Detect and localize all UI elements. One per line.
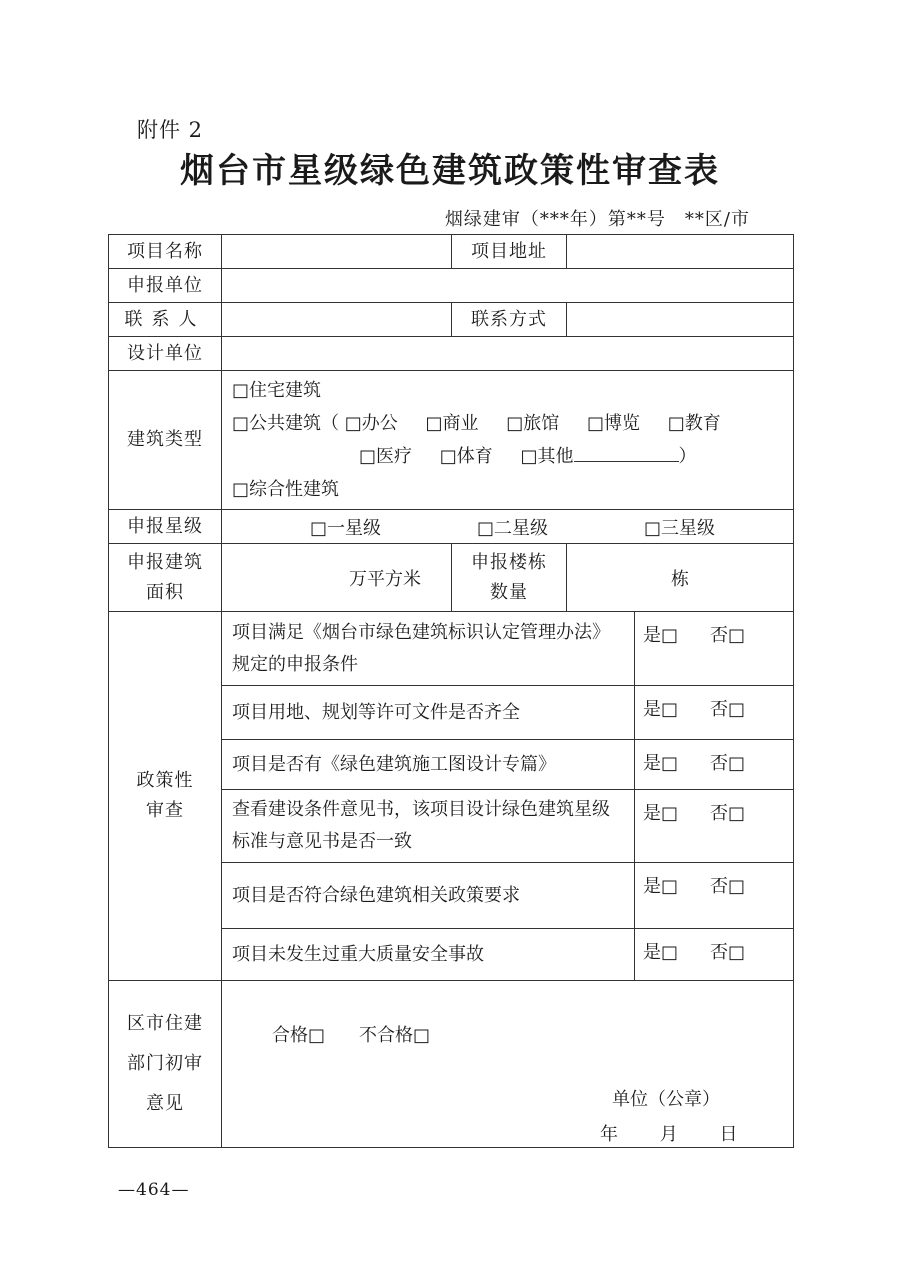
no-checkbox[interactable]: 否□ bbox=[710, 625, 746, 646]
opinion-field bbox=[222, 981, 794, 1148]
mixed-use-checkbox[interactable]: □综合性建筑 bbox=[232, 479, 340, 500]
exhibition-checkbox[interactable]: □博览 bbox=[587, 413, 641, 434]
yes-checkbox[interactable]: 是□ bbox=[643, 803, 679, 824]
other-checkbox[interactable]: □其他 bbox=[520, 446, 574, 467]
star-level-options bbox=[222, 510, 794, 544]
public-checkbox[interactable]: □公共建筑（ bbox=[232, 413, 340, 434]
opinion-label-line1: 区市住建 bbox=[127, 1013, 203, 1034]
no-checkbox[interactable]: 否□ bbox=[710, 699, 746, 720]
area-label-line2: 面积 bbox=[146, 581, 184, 603]
contact-field[interactable] bbox=[222, 303, 452, 337]
policy-item-text: 项目满足《烟台市绿色建筑标识认定管理办法》规定的申报条件 bbox=[222, 612, 635, 686]
yes-checkbox[interactable]: 是□ bbox=[643, 699, 679, 720]
policy-review-label-line1: 政策性 bbox=[136, 770, 194, 791]
project-name-label: 项目名称 bbox=[109, 235, 222, 269]
policy-review-label-line2: 审查 bbox=[146, 800, 184, 821]
row-opinion bbox=[109, 981, 794, 1148]
design-unit-label: 设计单位 bbox=[109, 337, 222, 371]
project-address-field[interactable] bbox=[567, 235, 794, 269]
policy-item-choice bbox=[635, 929, 794, 981]
page-number: —464— bbox=[118, 1180, 190, 1200]
policy-review-label bbox=[109, 612, 222, 981]
policy-item-row bbox=[109, 612, 794, 686]
no-checkbox[interactable]: 否□ bbox=[710, 753, 746, 774]
page-title: 烟台市星级绿色建筑政策性审查表 bbox=[180, 151, 720, 191]
yes-checkbox[interactable]: 是□ bbox=[643, 876, 679, 897]
close-paren: ） bbox=[678, 446, 697, 467]
month-label: 月 bbox=[659, 1124, 678, 1145]
opinion-label bbox=[109, 981, 222, 1148]
policy-item-choice bbox=[635, 863, 794, 929]
area-label bbox=[109, 544, 222, 612]
no-checkbox[interactable]: 否□ bbox=[710, 942, 746, 963]
building-count-field[interactable] bbox=[567, 544, 794, 612]
office-checkbox[interactable]: □办公 bbox=[344, 413, 398, 434]
review-form-table bbox=[108, 234, 794, 1148]
policy-item-text: 项目是否有《绿色建筑施工图设计专篇》 bbox=[222, 740, 635, 790]
commercial-checkbox[interactable]: □商业 bbox=[425, 413, 479, 434]
policy-item-text: 查看建设条件意见书，该项目设计绿色建筑星级标准与意见书是否一致 bbox=[222, 790, 635, 863]
policy-item-text: 项目是否符合绿色建筑相关政策要求 bbox=[222, 863, 635, 929]
policy-item-text: 项目未发生过重大质量安全事故 bbox=[222, 929, 635, 981]
building-count-label bbox=[452, 544, 567, 612]
two-star-checkbox[interactable]: □二星级 bbox=[476, 517, 548, 539]
policy-item-choice bbox=[635, 790, 794, 863]
area-field[interactable] bbox=[222, 544, 452, 612]
one-star-checkbox[interactable]: □一星级 bbox=[309, 517, 381, 539]
row-applicant bbox=[109, 269, 794, 303]
year-label: 年 bbox=[600, 1124, 618, 1145]
row-project-name bbox=[109, 235, 794, 269]
date-line bbox=[600, 1120, 737, 1146]
contact-method-label: 联系方式 bbox=[452, 303, 567, 337]
row-star-level bbox=[109, 510, 794, 544]
no-checkbox[interactable]: 否□ bbox=[710, 803, 746, 824]
row-contact bbox=[109, 303, 794, 337]
pass-checkbox[interactable]: 合格□ bbox=[272, 1025, 326, 1046]
contact-method-field[interactable] bbox=[567, 303, 794, 337]
row-building-type bbox=[109, 371, 794, 510]
policy-item-choice bbox=[635, 740, 794, 790]
residential-checkbox[interactable]: □住宅建筑 bbox=[232, 380, 322, 401]
area-unit: 万平方米 bbox=[349, 568, 421, 590]
row-area bbox=[109, 544, 794, 612]
education-checkbox[interactable]: □教育 bbox=[667, 413, 721, 434]
attachment-label: 附件 2 bbox=[137, 118, 204, 142]
yes-checkbox[interactable]: 是□ bbox=[643, 942, 679, 963]
project-name-field[interactable] bbox=[222, 235, 452, 269]
applicant-field[interactable] bbox=[222, 269, 794, 303]
hotel-checkbox[interactable]: □旅馆 bbox=[506, 413, 560, 434]
opinion-label-line2: 部门初审 bbox=[127, 1053, 203, 1074]
three-star-checkbox[interactable]: □三星级 bbox=[643, 517, 715, 539]
row-design-unit bbox=[109, 337, 794, 371]
applicant-label: 申报单位 bbox=[109, 269, 222, 303]
fail-checkbox[interactable]: 不合格□ bbox=[359, 1025, 431, 1046]
policy-item-choice bbox=[635, 686, 794, 740]
contact-label: 联系人 bbox=[109, 303, 222, 337]
policy-item-choice bbox=[635, 612, 794, 686]
opinion-label-line3: 意见 bbox=[146, 1093, 184, 1114]
official-seal-label: 单位（公章） bbox=[612, 1089, 720, 1110]
building-type-options bbox=[222, 371, 794, 510]
building-count-label-line2: 数量 bbox=[490, 581, 528, 603]
yes-checkbox[interactable]: 是□ bbox=[643, 753, 679, 774]
policy-item-text: 项目用地、规划等许可文件是否齐全 bbox=[222, 686, 635, 740]
building-count-label-line1: 申报楼栋 bbox=[471, 551, 547, 573]
building-type-label: 建筑类型 bbox=[109, 371, 222, 510]
building-count-unit: 栋 bbox=[671, 568, 689, 590]
yes-checkbox[interactable]: 是□ bbox=[643, 625, 679, 646]
project-address-label: 项目地址 bbox=[452, 235, 567, 269]
star-level-label: 申报星级 bbox=[109, 510, 222, 544]
medical-checkbox[interactable]: □医疗 bbox=[359, 446, 413, 467]
other-blank-field[interactable] bbox=[574, 443, 679, 462]
document-number: 烟绿建审（***年）第**号 **区/市 bbox=[444, 209, 750, 230]
design-unit-field[interactable] bbox=[222, 337, 794, 371]
day-label: 日 bbox=[719, 1124, 738, 1145]
no-checkbox[interactable]: 否□ bbox=[710, 876, 746, 897]
area-label-line1: 申报建筑 bbox=[127, 551, 203, 573]
sports-checkbox[interactable]: □体育 bbox=[439, 446, 493, 467]
